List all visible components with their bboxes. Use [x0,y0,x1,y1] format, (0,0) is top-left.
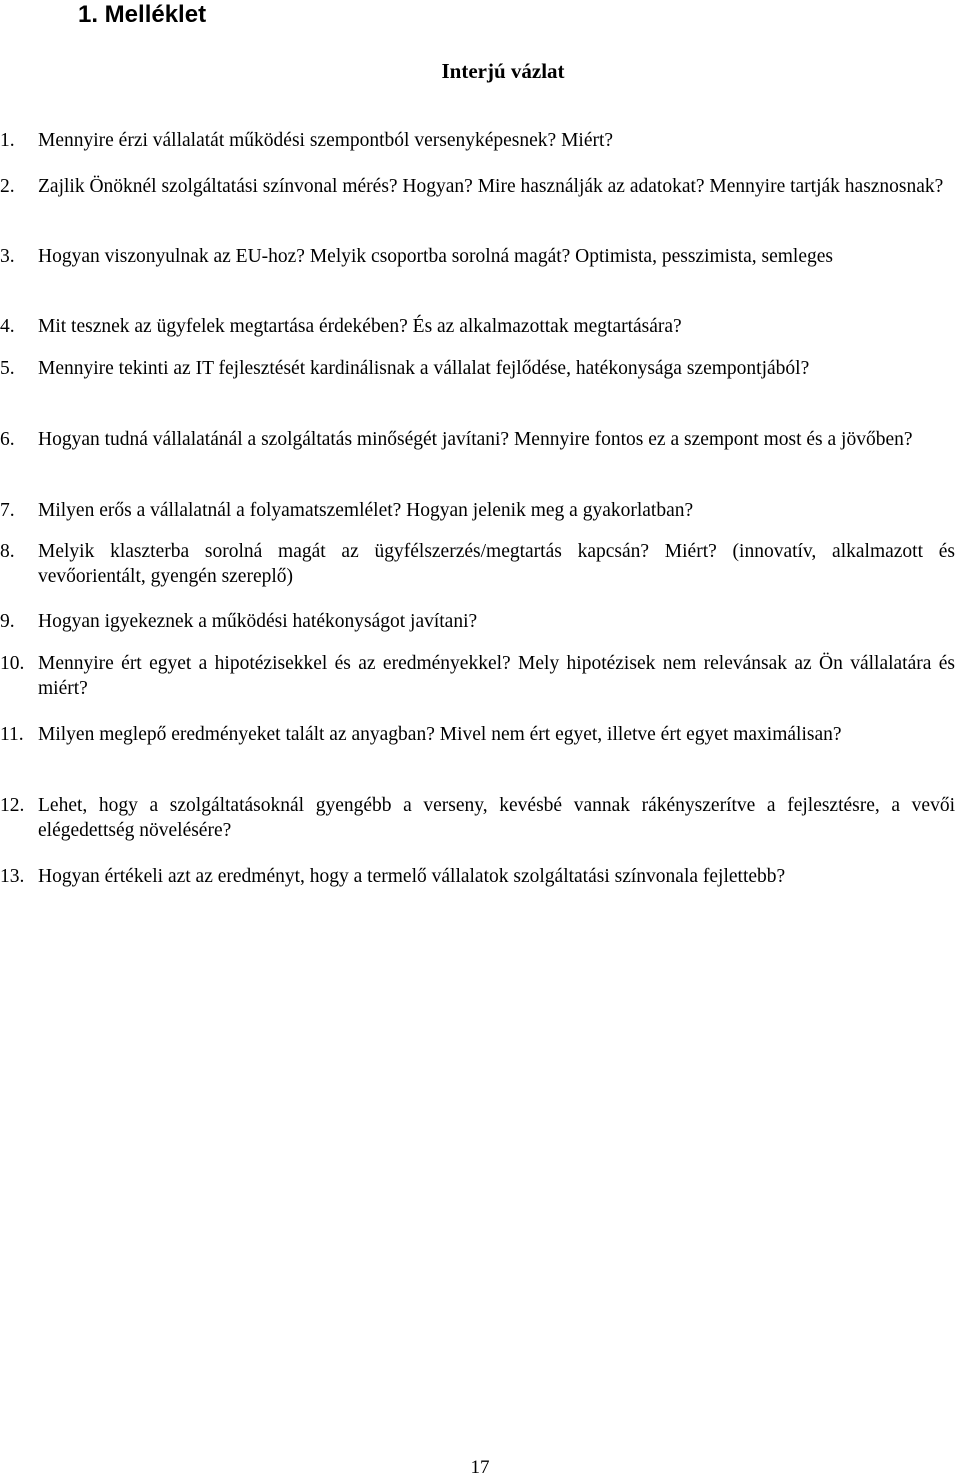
question-item [0,651,960,701]
question-text: Hogyan tudná vállalatánál a szolgáltatás minőségét javítani? Mennyire fontos ez a szempont most és a jövőben? [38,429,913,450]
question-text: Hogyan értékeli azt az eredményt, hogy a termelő vállalatok szolgáltatási színvonala fejlettebb? [38,866,786,887]
question-number: 6. [0,429,15,450]
question-number: 9. [0,611,15,632]
appendix-heading: 1. Melléklet [78,1,207,28]
question-number: 3. [0,246,15,267]
question-text: Mennyire érzi vállalatát működési szempontból versenyképesnek? Miért? [38,130,614,151]
question-item [0,427,960,452]
question-item [0,174,960,199]
question-item [0,793,960,843]
question-text: Mennyire tekinti az IT fejlesztését kardinálisnak a vállalat fejlődése, hatékonysága szempontjából? [38,358,810,379]
question-text: Milyen erős a vállalatnál a folyamatszemlélet? Hogyan jelenik meg a gyakorlatban? [38,500,694,521]
interview-outline-title: Interjú vázlat [441,59,565,83]
question-text: Mennyire ért egyet a hipotézisekkel és az eredményekkel? Mely hipotézisek nem relevánsak az Ön vállalatára és miért? [38,653,955,699]
question-text: Milyen meglepő eredményeket talált az anyagban? Mivel nem ért egyet, illetve ért egyet maximálisan? [38,724,842,745]
question-number: 4. [0,316,15,337]
question-text: Hogyan viszonyulnak az EU-hoz? Melyik csoportba sorolná magát? Optimista, pesszimista, semleges [38,246,833,267]
question-number: 8. [0,541,15,562]
page-number: 17 [470,1457,490,1478]
question-number: 11. [0,724,24,745]
question-number: 13. [0,866,25,887]
question-text: Mit tesznek az ügyfelek megtartása érdekében? És az alkalmazottak megtartására? [38,316,682,337]
question-number: 2. [0,176,15,197]
question-number: 5. [0,358,15,379]
question-item [0,722,960,747]
question-item [0,128,960,153]
question-item [0,244,960,269]
question-text: Melyik klaszterba sorolná magát az ügyfélszerzés/megtartás kapcsán? Miért? (innovatív, alkalmazott és vevőorientált, gyengén szereplő) [38,541,955,587]
question-number: 1. [0,130,15,151]
question-item [0,356,960,381]
question-text: Zajlik Önöknél szolgáltatási színvonal mérés? Hogyan? Mire használják az adatokat? Mennyire tartják hasznosnak? [38,176,944,197]
question-item [0,864,960,889]
question-number: 12. [0,795,25,816]
question-number: 7. [0,500,15,521]
question-item [0,539,960,589]
question-item [0,314,960,339]
question-item [0,498,960,523]
question-number: 10. [0,653,25,674]
question-text: Hogyan igyekeznek a működési hatékonyságot javítani? [38,611,478,632]
question-text: Lehet, hogy a szolgáltatásoknál gyengébb a verseny, kevésbé vannak rákényszerítve a fejlesztésre, a vevői elégedettség növelésére? [38,795,955,841]
question-item [0,609,960,634]
